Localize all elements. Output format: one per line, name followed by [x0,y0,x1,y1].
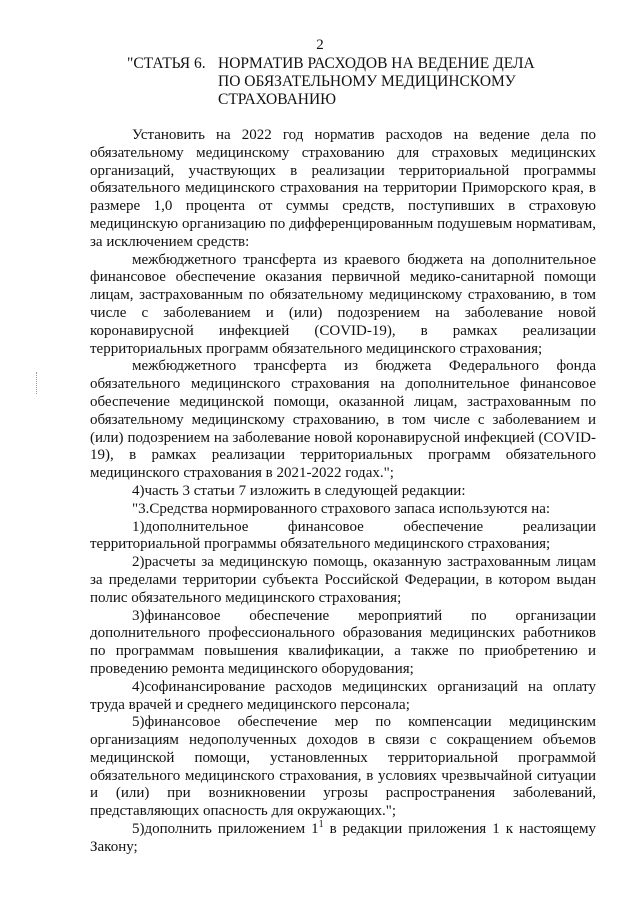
article-title-line: НОРМАТИВ РАСХОДОВ НА ВЕДЕНИЕ ДЕЛА [218,55,535,72]
paragraph: межбюджетного трансферта из краевого бюджета на дополнительное финансовое обеспечение оказания первичной медико-санитарной помощи лицам, застрахованным по обязательному медицинскому страхованию, в том числе с заболеванием и (или) подозрением на заболевание новой коронавирусной инфекцией (COVID-19), в рамках реализации территориальных программ обязательного медицинского страхования; [90,251,596,357]
paragraph-last [90,821,596,857]
paragraph: 2)расчеты за медицинскую помощь, оказанную застрахованным лицам за пределами территории субъекта Российской Федерации, в котором выдан полис обязательного медицинского страхования; [90,554,596,606]
paragraph-last-text: 5)дополнить приложением 1 [132,821,319,838]
paragraph-last-text-end: в редакции приложения 1 к настоящему Закону; [90,821,596,855]
paragraph: 4)софинансирование расходов медицинских организаций на оплату труда врачей и среднего медицинского персонала; [90,678,596,713]
article-label: "СТАТЬЯ 6. [127,55,206,72]
article-title-line: СТРАХОВАНИЮ [218,91,337,108]
superscript: 1 [318,819,324,831]
paragraph: 3)финансовое обеспечение мероприятий по организации дополнительного профессионального образования медицинских работников по программам повышения квалификации, а также по приобретению и проведению ремонта медицинского оборудования; [90,607,596,677]
paragraph: "3.Средства нормированного страхового запаса используются на: [132,500,551,517]
article-title-line: ПО ОБЯЗАТЕЛЬНОМУ МЕДИЦИНСКОМУ [218,73,516,90]
margin-mark [36,372,38,394]
article-title [218,55,535,109]
paragraph: Установить на 2022 год норматив расходов на ведение дела по обязательному медицинскому страхованию для страховых медицинских организаций, участвующих в реализации территориальной программы обязательного медицинского страхования на территории Приморского края, в размере 1,0 процента от суммы средств, поступивших в страховую медицинскую организацию по дифференцированным подушевым нормативам, за исключением средств: [90,127,596,250]
paragraph: межбюджетного трансферта из бюджета Федерального фонда обязательного медицинского страхования на дополнительное финансовое обеспечение медицинской помощи, оказанной лицам, застрахованным по обязательному медицинскому страхованию, в том числе с заболеванием и (или) подозрением на заболевание новой коронавирусной инфекцией (COVID-19), в рамках реализации территориальных программ обязательного медицинского страхования в 2021-2022 годах."; [90,358,596,482]
paragraph: 1)дополнительное финансовое обеспечение реализации территориальной программы обязательного медицинского страхования; [90,518,596,553]
document-body [90,127,596,857]
paragraph: 4)часть 3 статьи 7 изложить в следующей редакции: [132,482,466,499]
page-number: 2 [316,37,324,53]
paragraph: 5)финансовое обеспечение мер по компенсации медицинским организациям недополученных доходов в связи с сокращением объемов медицинской помощи, установленных территориальной программой обязательного медицинского страхования, в условиях чрезвычайной ситуации и (или) при возникновении угрозы распространения заболеваний, представляющих опасность для окружающих."; [90,714,596,820]
